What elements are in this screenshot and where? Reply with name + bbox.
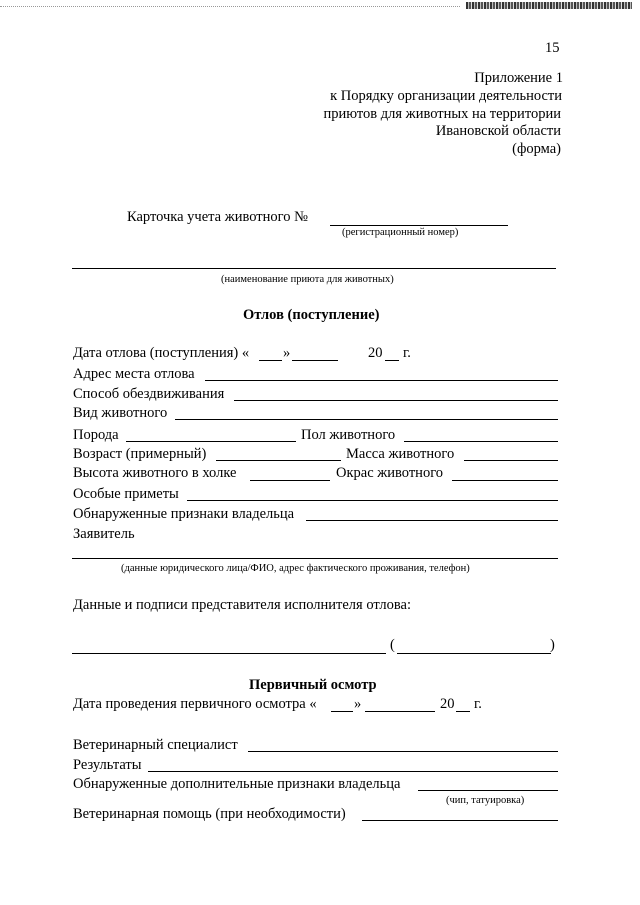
capture-date-label: Дата отлова (поступления) « xyxy=(73,345,250,361)
exam-year-suffix: г. xyxy=(474,696,482,712)
capture-date-mid: » xyxy=(283,345,291,361)
appendix-line-2: к Порядку организации деятельности xyxy=(330,88,562,104)
species-field[interactable] xyxy=(175,419,558,420)
owner-signs-field[interactable] xyxy=(306,520,558,521)
extra-signs-label: Обнаруженные дополнительные признаки владельца xyxy=(73,776,401,792)
address-label: Адрес места отлова xyxy=(73,366,195,382)
color-label: Окрас животного xyxy=(336,465,444,481)
appendix-line-1: Приложение 1 xyxy=(474,70,563,86)
rep-paren-close: ) xyxy=(550,637,555,653)
exam-year-field[interactable] xyxy=(456,711,470,712)
height-label: Высота животного в холке xyxy=(73,465,237,481)
applicant-label: Заявитель xyxy=(73,526,135,542)
exam-year-prefix: 20 xyxy=(440,696,455,712)
vet-label: Ветеринарный специалист xyxy=(73,737,238,753)
vet-help-label: Ветеринарная помощь (при необходимости) xyxy=(73,806,346,822)
rep-name-field[interactable] xyxy=(397,653,551,654)
rep-label: Данные и подписи представителя исполнителя отлова: xyxy=(73,597,411,613)
capture-heading xyxy=(243,307,379,324)
extra-signs-caption: (чип, татуировка) xyxy=(446,795,525,806)
marks-label: Особые приметы xyxy=(73,486,179,502)
appendix-line-5: (форма) xyxy=(512,141,561,157)
exam-month-field[interactable] xyxy=(365,711,435,712)
shelter-name-field[interactable] xyxy=(72,268,556,269)
extra-signs-field[interactable] xyxy=(418,790,558,791)
sex-field[interactable] xyxy=(404,441,558,442)
results-label: Результаты xyxy=(73,757,142,773)
age-field[interactable] xyxy=(216,460,341,461)
vet-help-field[interactable] xyxy=(362,820,558,821)
breed-field[interactable] xyxy=(126,441,296,442)
reg-number-field[interactable] xyxy=(330,225,508,226)
appendix-line-4: Ивановской области xyxy=(435,123,561,139)
exam-day-field[interactable] xyxy=(331,711,353,712)
page-number: 15 xyxy=(545,40,560,56)
exam-date-label: Дата проведения первичного осмотра « xyxy=(73,696,317,712)
reg-number-caption: (регистрационный номер) xyxy=(342,227,459,238)
weight-label: Масса животного xyxy=(346,446,455,462)
rep-paren-open: ( xyxy=(390,637,395,653)
address-field[interactable] xyxy=(205,380,558,381)
capture-year-field[interactable] xyxy=(385,360,399,361)
exam-heading-text: Первичный осмотр xyxy=(249,677,377,693)
scan-dots xyxy=(0,6,460,9)
method-label: Способ обездвиживания xyxy=(73,386,225,402)
sex-label: Пол животного xyxy=(301,427,396,443)
color-field[interactable] xyxy=(452,480,558,481)
owner-signs-label: Обнаруженные признаки владельца xyxy=(73,506,295,522)
capture-year-suffix: г. xyxy=(403,345,411,361)
scan-mark xyxy=(466,2,632,9)
breed-label: Порода xyxy=(73,427,119,443)
capture-heading-text: Отлов (поступление) xyxy=(243,307,380,323)
appendix-line-3: приютов для животных на территории xyxy=(323,106,561,122)
exam-date-mid: » xyxy=(354,696,362,712)
applicant-caption: (данные юридического лица/ФИО, адрес фактического проживания, телефон) xyxy=(121,563,470,574)
capture-year-prefix: 20 xyxy=(368,345,383,361)
card-title: Карточка учета животного № xyxy=(127,209,308,225)
species-label: Вид животного xyxy=(73,405,168,421)
capture-month-field[interactable] xyxy=(292,360,338,361)
exam-heading xyxy=(249,677,377,694)
height-field[interactable] xyxy=(250,480,330,481)
method-field[interactable] xyxy=(234,400,558,401)
rep-signature-field[interactable] xyxy=(72,653,386,654)
marks-field[interactable] xyxy=(187,500,558,501)
results-field[interactable] xyxy=(148,771,558,772)
vet-field[interactable] xyxy=(248,751,558,752)
weight-field[interactable] xyxy=(464,460,558,461)
applicant-field[interactable] xyxy=(72,558,558,559)
capture-day-field[interactable] xyxy=(259,360,282,361)
shelter-name-caption: (наименование приюта для животных) xyxy=(221,274,394,285)
age-label: Возраст (примерный) xyxy=(73,446,207,462)
